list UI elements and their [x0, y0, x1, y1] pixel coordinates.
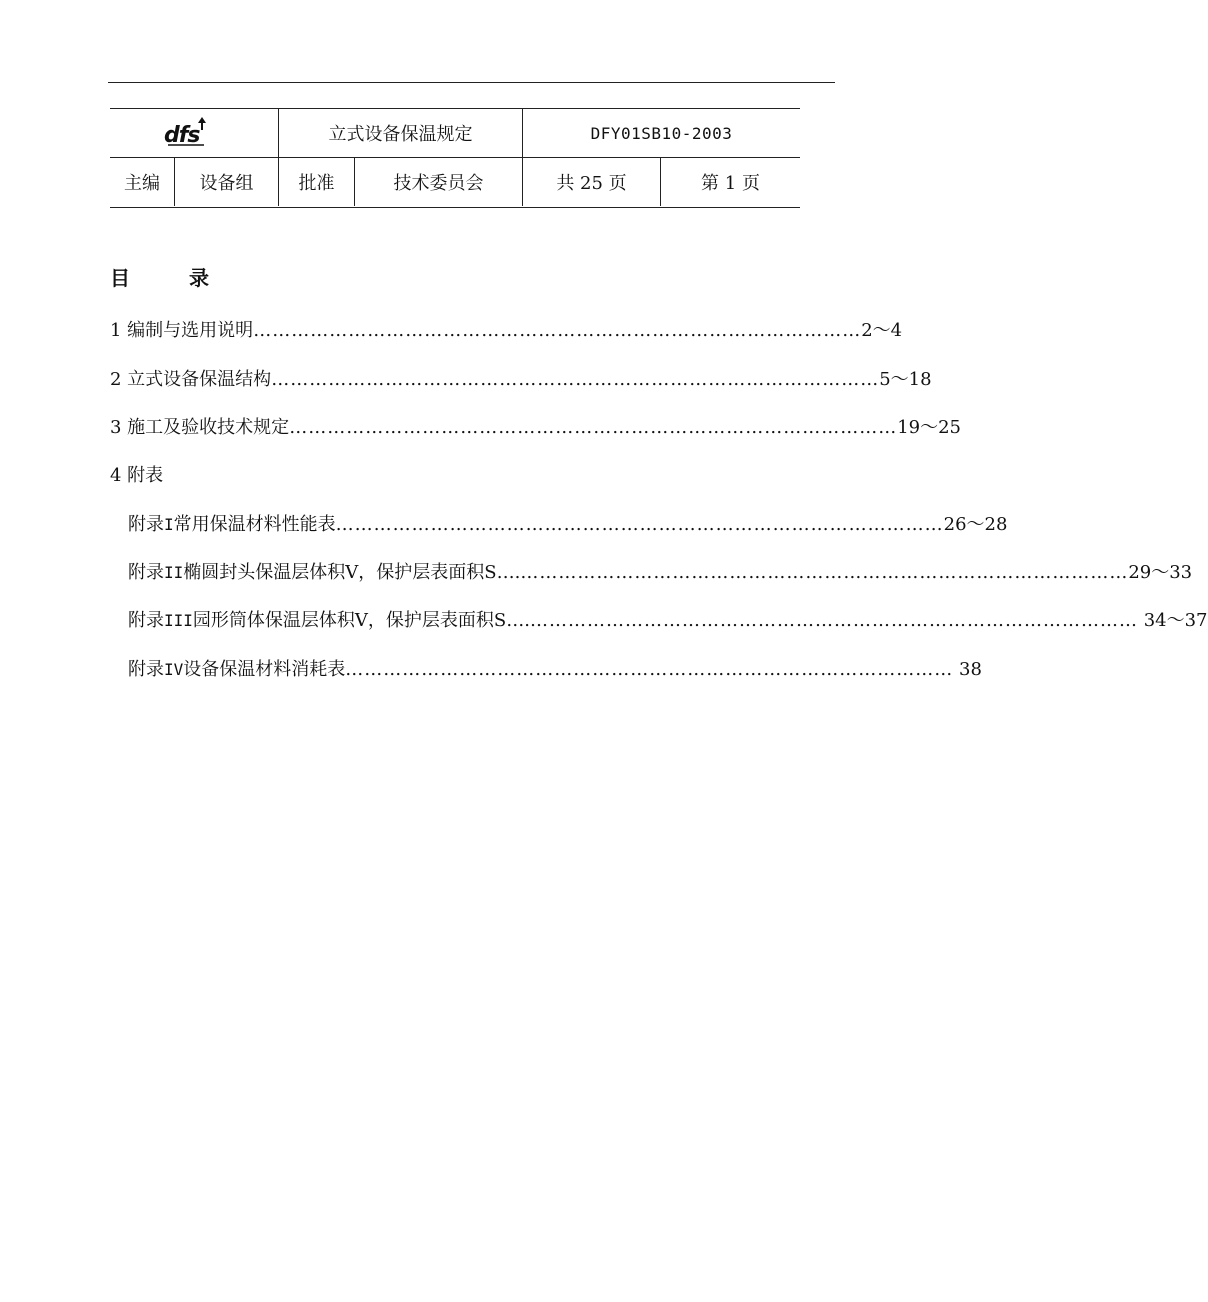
appendix-prefix: 附录 [128, 659, 164, 680]
logo-icon [162, 116, 212, 150]
toc-item-label: 3 施工及验收技术规定 [110, 417, 290, 438]
company-logo [162, 116, 212, 150]
appendix-text: 设备保温材料消耗表 [183, 659, 346, 680]
appendix-pages: 29～33 [1128, 562, 1193, 583]
appendix-pages: 34～37 [1137, 610, 1208, 631]
appendix-item[interactable] [128, 606, 1208, 632]
appendix-pages: 38 [953, 659, 982, 680]
header-row-2 [110, 158, 800, 206]
appendix-prefix: 附录 [128, 562, 164, 583]
toc-item-label: 4 附表 [110, 465, 164, 486]
appendix-prefix: 附录 [128, 610, 164, 631]
toc-item-label: 1 编制与选用说明 [110, 320, 254, 341]
appendix-text: 椭圆封头保温层体积V，保护层表面积S…. [183, 562, 521, 583]
document-code: DFY01SB10-2003 [590, 123, 733, 143]
toc-leader: …………………………………………………………………………………… [253, 320, 862, 341]
appendix-roman: I [164, 515, 174, 534]
toc-leader: …………………………………………………………………………………… [289, 417, 898, 438]
approve-value: 技术委员会 [393, 173, 484, 194]
document-header-table [110, 108, 800, 208]
header-rule [108, 82, 835, 83]
appendix-roman: III [164, 611, 193, 630]
appendix-roman: II [164, 563, 184, 582]
appendix-prefix: 附录 [128, 514, 164, 535]
appendix-text: 园形筒体保温层体积V，保护层表面积S…. [192, 610, 530, 631]
toc-item[interactable] [110, 316, 903, 342]
appendix-item[interactable] [128, 510, 1008, 536]
toc-item-pages: 5～18 [879, 369, 932, 390]
svg-text:dfs: dfs [164, 123, 200, 148]
toc-item-label: 2 立式设备保温结构 [110, 369, 272, 390]
toc-leader: …………………………………………………………………………………… [335, 514, 944, 535]
toc-item[interactable] [110, 413, 961, 439]
current-page: 第 1 页 [701, 173, 760, 194]
total-pages: 共 25 页 [556, 173, 627, 194]
toc-leader: …………………………………………………………………………………… [271, 369, 880, 390]
editor-label: 主编 [124, 173, 160, 194]
appendix-pages: 26～28 [943, 514, 1008, 535]
toc-leader: …………………………………………………………………………………… [520, 562, 1129, 583]
appendix-roman: IV [164, 660, 184, 679]
appendix-text: 常用保温材料性能表 [173, 514, 336, 535]
toc-leader: …………………………………………………………………………………… [529, 610, 1138, 631]
toc-item[interactable] [110, 461, 163, 487]
appendix-item[interactable] [128, 655, 982, 681]
toc-item[interactable] [110, 365, 932, 391]
toc-item-pages: 2～4 [861, 320, 903, 341]
approve-label: 批准 [298, 173, 335, 194]
document-title: 立式设备保温规定 [328, 124, 473, 145]
toc-leader: …………………………………………………………………………………… [345, 659, 954, 680]
toc-item-pages: 19～25 [897, 417, 961, 438]
toc-title: 目 录 [110, 266, 235, 290]
editor-value: 设备组 [199, 173, 254, 194]
header-row-1 [110, 109, 800, 158]
appendix-item[interactable] [128, 558, 1193, 584]
